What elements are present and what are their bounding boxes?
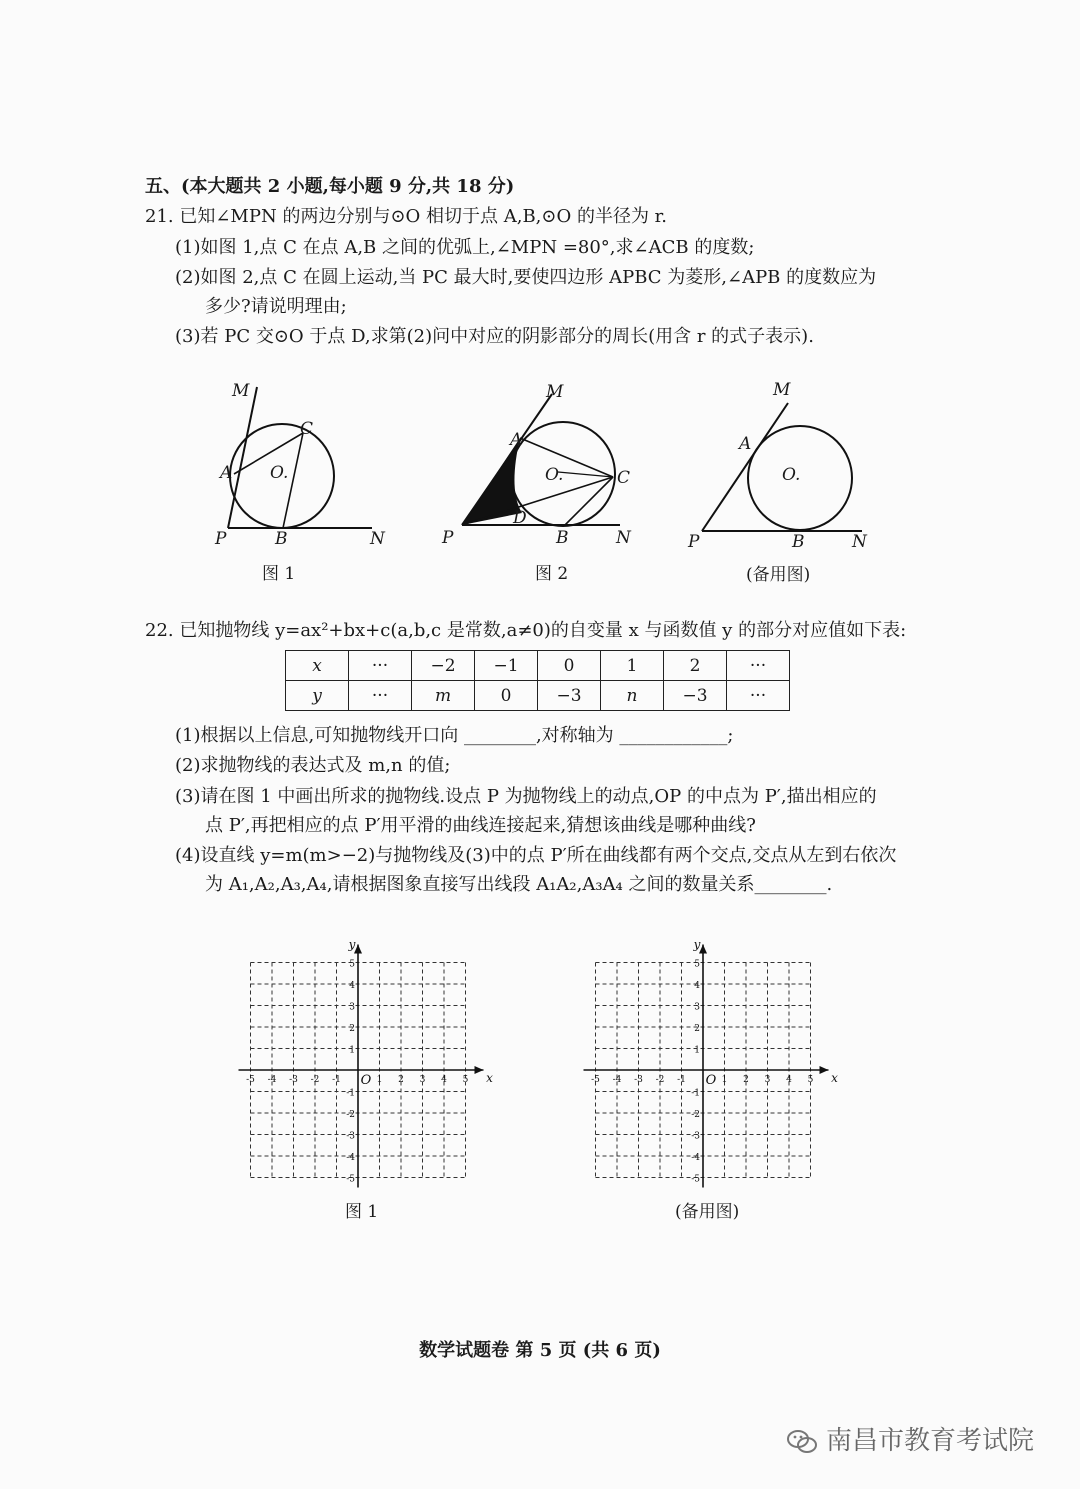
q21-part1: (1)如图 1,点 C 在点 A,B 之间的优弧上,∠MPN =80°,求∠ACB 的度数; [175,237,755,258]
fig3-label-M: M [773,380,791,400]
table-cell: −2 [412,651,475,681]
x-tick-label: -5 [246,1075,255,1085]
y-tick-label: -4 [691,1153,700,1163]
table-cell: ··· [349,681,412,711]
y-tick-label: 2 [694,1024,700,1034]
q22-part3-line2: 点 P′,再把相应的点 P′用平滑的曲线连接起来,猜想该曲线是哪种曲线? [205,815,756,836]
table-cell: 0 [475,681,538,711]
y-tick-label: 1 [349,1045,355,1056]
q21-part3: (3)若 PC 交⊙O 于点 D,求第(2)问中对应的阴影部分的周长(用含 r 的式子表示). [175,326,814,347]
x-axis-arrow [820,1066,829,1074]
fig1-caption: 图 1 [262,564,296,584]
table-cell: −3 [664,681,727,711]
q22-stem: 22. 已知抛物线 y=ax²+bx+c(a,b,c 是常数,a≠0)的自变量 x 与函数值 y 的部分对应值如下表: [145,620,907,641]
y-tick-label: -5 [691,1174,700,1185]
y-tick-label: -2 [346,1110,355,1120]
table-row [286,651,790,681]
ray-PM [702,403,788,531]
table-cell: 0 [538,651,601,681]
x-tick-label: 3 [764,1075,771,1085]
x-tick-label: -4 [267,1075,277,1085]
table-cell: x [286,651,349,681]
y-tick-label: -2 [691,1110,700,1120]
x-tick-label: 4 [441,1075,447,1085]
q22-value-table [285,650,790,711]
fig2-label-D: D [513,508,527,528]
x-tick-label: 4 [786,1075,792,1085]
y-tick-label: 5 [349,959,355,970]
fig3-caption: (备用图) [746,565,811,585]
q22-part2: (2)求抛物线的表达式及 m,n 的值; [175,755,451,776]
table-row [286,681,790,711]
fig3-label-B: B [792,532,805,552]
table-cell: −1 [475,651,538,681]
fig3-label-P: P [688,532,700,552]
fig2-label-A: A [510,430,523,450]
fig2-label-O: O. [545,465,564,485]
x-axis-arrow [475,1066,484,1074]
grid1-caption: 图 1 [345,1202,379,1222]
y-tick-label: 4 [694,981,700,991]
fig3-label-N: N [852,532,867,552]
watermark-text: 南昌市教育考试院 [826,1426,1035,1456]
fig2-label-B: B [556,528,569,548]
table-cell: ··· [727,651,790,681]
table-cell: y [286,681,349,711]
y-tick-label: -3 [346,1131,355,1142]
table-cell: 2 [664,651,727,681]
x-tick-label: 2 [743,1075,749,1085]
fig1-label-O: O. [270,463,289,483]
fig1-label-C: C [300,419,314,439]
y-tick-label: 2 [349,1024,355,1034]
q21-part2-line2: 多少?请说明理由; [205,296,347,317]
fig1-label-B: B [275,529,288,549]
wechat-icon [786,1428,818,1456]
fig1-label-A: A [220,463,233,483]
fig2-label-N: N [616,528,631,548]
y-tick-label: -1 [346,1088,355,1099]
q22-part4-line2: 为 A₁,A₂,A₃,A₄,请根据图象直接写出线段 A₁A₂,A₃A₄ 之间的数量关系________. [205,874,833,895]
x-tick-label: -3 [634,1075,643,1085]
x-tick-label: 5 [462,1075,469,1085]
table-cell: ··· [349,651,412,681]
x-tick-label: -2 [655,1075,665,1085]
x-tick-label: -5 [591,1075,600,1085]
fig2-label-P: P [442,528,454,548]
origin-label: O [360,1073,372,1088]
y-axis-label: y [348,937,356,952]
q22-grid-figure-1 [240,930,500,1190]
fig1-label-M: M [232,381,250,401]
fig2-label-C: C [617,468,631,488]
y-tick-label: -1 [691,1088,700,1099]
table-cell: m [412,681,475,711]
x-tick-label: 1 [721,1075,728,1085]
fig2-caption: 图 2 [535,564,569,584]
q21-stem: 21. 已知∠MPN 的两边分别与⊙O 相切于点 A,B,⊙O 的半径为 r. [145,206,668,227]
y-tick-label: 3 [694,1002,700,1013]
q22-part3-line1: (3)请在图 1 中画出所求的抛物线.设点 P 为抛物线上的动点,OP 的中点为 P′,描出相应的 [175,786,877,807]
x-tick-label: -1 [677,1075,686,1085]
x-tick-label: 1 [376,1075,383,1085]
x-tick-label: -1 [332,1075,341,1085]
y-tick-label: -3 [691,1131,700,1142]
y-tick-label: 1 [694,1045,700,1056]
fig2-label-M: M [546,382,564,402]
page-footer: 数学试题卷 第 5 页 (共 6 页) [419,1340,661,1361]
q22-part4-line1: (4)设直线 y=m(m>−2)与抛物线及(3)中的点 P′所在曲线都有两个交点,交点从左到右依次 [175,845,897,866]
fig3-label-O: O. [782,465,801,485]
grid2-caption: (备用图) [675,1202,740,1222]
table-cell: −3 [538,681,601,711]
fig3-label-A: A [739,434,752,454]
q21-part2-line1: (2)如图 2,点 C 在圆上运动,当 PC 最大时,要使四边形 APBC 为菱形,∠APB 的度数应为 [175,267,877,288]
origin-label: O [705,1073,717,1088]
y-tick-label: -5 [346,1174,355,1185]
section-header: 五、(本大题共 2 小题,每小题 9 分,共 18 分) [145,176,515,197]
fig1-label-P: P [215,529,227,549]
x-tick-label: 5 [807,1075,814,1085]
y-tick-label: -4 [346,1153,355,1163]
y-axis-label: y [693,937,701,952]
table-cell: n [601,681,664,711]
table-cell: 1 [601,651,664,681]
x-tick-label: 2 [398,1075,404,1085]
y-tick-label: 5 [694,959,700,970]
y-tick-label: 3 [349,1002,355,1013]
x-tick-label: -4 [612,1075,622,1085]
x-axis-label: x [831,1071,838,1085]
x-tick-label: -3 [289,1075,298,1085]
fig1-label-N: N [370,529,385,549]
q21-figure-spare [680,375,880,550]
watermark [786,1420,1034,1457]
x-tick-label: -2 [310,1075,320,1085]
x-axis-label: x [486,1071,493,1085]
q22-part1: (1)根据以上信息,可知抛物线开口向 ________,对称轴为 ____________; [175,725,734,746]
q22-grid-figure-spare [585,930,845,1190]
table-cell: ··· [727,681,790,711]
x-tick-label: 3 [419,1075,426,1085]
segment-AC [520,438,613,477]
y-tick-label: 4 [349,981,355,991]
